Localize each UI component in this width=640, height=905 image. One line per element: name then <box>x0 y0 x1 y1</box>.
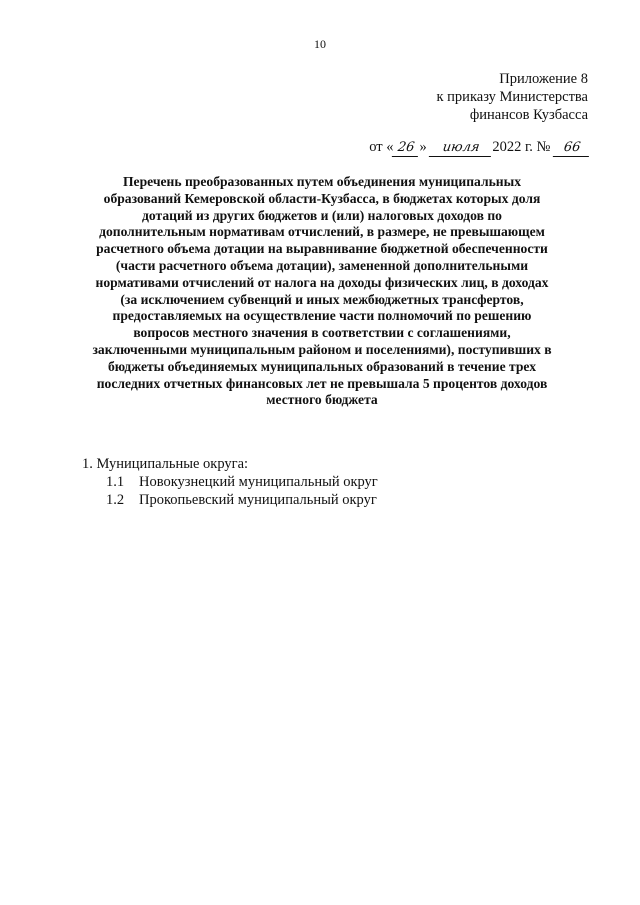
title-line: (части расчетного объема дотации), замененной дополнительными <box>115 257 529 273</box>
title-line: дополнительным нормативам отчислений, в размере, не превышающем <box>99 224 545 240</box>
subitem-number: 1.2 <box>106 492 125 508</box>
title-line: вопросов местного значения в соответствии с соглашениями, <box>133 325 511 341</box>
title-line: местного бюджета <box>266 392 378 408</box>
title-line: бюджеты объединяемых муниципальных образований в течение трех <box>107 358 536 374</box>
municipal-list <box>82 455 378 509</box>
appendix-header <box>288 70 588 124</box>
subitem-text: Прокопьевский муниципальный округ <box>139 492 377 508</box>
document-title <box>60 174 584 409</box>
appendix-line: финансов Кузбасса <box>469 107 588 123</box>
list-subitem <box>82 491 377 509</box>
appendix-line: к приказу Министерства <box>436 89 588 105</box>
title-line: образований Кемеровской области-Кузбасса, в бюджетах которых доля <box>103 190 541 206</box>
appendix-line: Приложение 8 <box>499 71 588 87</box>
title-line: предоставляемых на осуществление части полномочий по решению <box>112 308 532 324</box>
page-number: 10 <box>314 37 326 51</box>
list-subitem <box>82 473 378 491</box>
subitem-text: Новокузнецкий муниципальный округ <box>139 474 378 490</box>
title-line: расчетного объема дотации на выравнивание бюджетной обеспеченности <box>96 241 548 257</box>
title-line: дотаций из других бюджетов и (или) налоговых доходов по <box>142 207 502 223</box>
order-year: 2022 г. № <box>492 139 551 155</box>
order-prefix: от « <box>369 139 394 155</box>
list-item: 1. Муниципальные округа: <box>82 456 249 472</box>
title-line: заключенными муниципальным районом и поселениями), поступивших в <box>92 341 552 357</box>
title-line: нормативами отчислений от налога на доходы физических лиц, в доходах <box>95 274 549 290</box>
order-month: июля <box>429 140 493 157</box>
subitem-number: 1.1 <box>106 474 125 490</box>
order-number: 66 <box>553 140 591 157</box>
order-quote-close: » <box>419 139 427 155</box>
title-line: последних отчетных финансовых лет не превышала 5 процентов доходов <box>96 375 548 391</box>
order-day: 26 <box>392 140 420 157</box>
title-line: Перечень преобразованных путем объединения муниципальных <box>122 174 522 189</box>
order-date-line <box>369 137 590 157</box>
title-line: (за исключением субвенций и иных межбюджетных трансфертов, <box>120 291 524 307</box>
